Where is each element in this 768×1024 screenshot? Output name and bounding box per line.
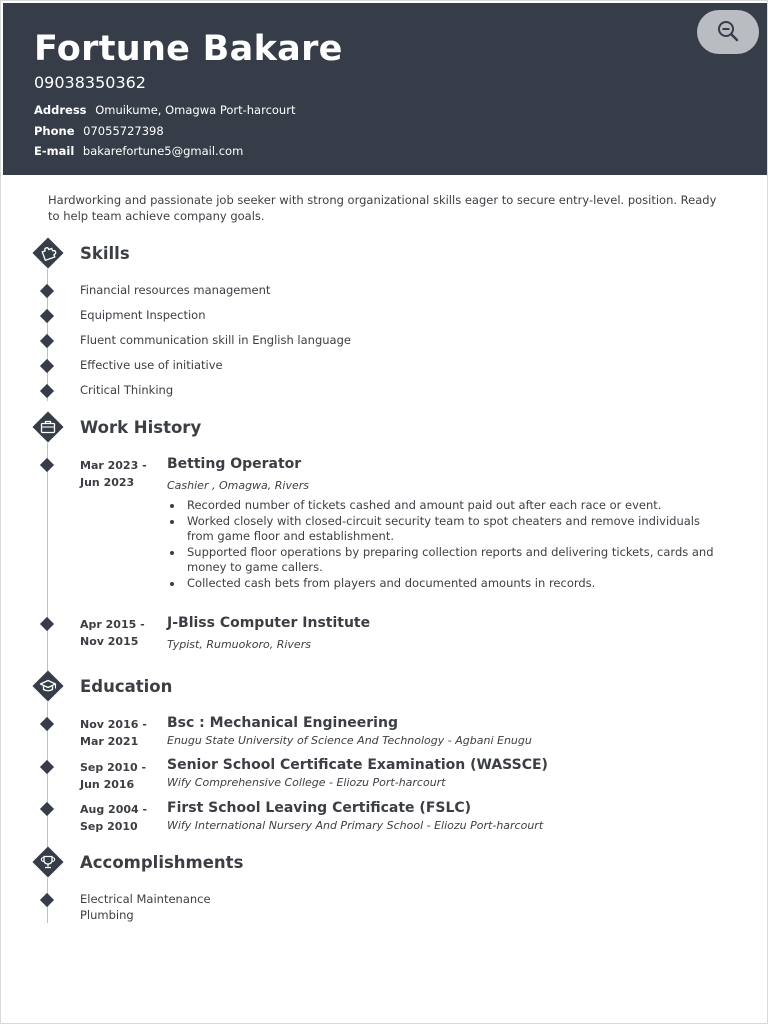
job-dates — [80, 617, 162, 650]
email-value: bakarefortune5@gmail.com — [82, 144, 244, 158]
education-dates — [80, 802, 162, 835]
job-date-start: Mar 2023 - — [80, 459, 147, 472]
skill-bullet — [40, 359, 54, 373]
resume-header — [3, 3, 767, 175]
education-date-start: Nov 2016 - — [80, 718, 147, 731]
education-date-end: Mar 2021 — [80, 734, 139, 748]
phone-row — [34, 124, 164, 138]
education-date-end: Sep 2010 — [80, 819, 138, 833]
header-phone: 09038350362 — [34, 73, 146, 92]
accomplishment-list — [80, 892, 211, 923]
job-date-end: Jun 2023 — [80, 475, 135, 489]
education-dates — [80, 760, 162, 793]
job-title: J-Bliss Computer Institute — [167, 615, 371, 631]
phone-value: 07055727398 — [83, 124, 164, 138]
education-dates — [80, 717, 162, 750]
job-duty: Supported floor operations by preparing collection reports and delivering tickets, cards and money to game callers. — [187, 545, 727, 576]
email-row — [34, 144, 243, 158]
education-bullet — [40, 760, 54, 774]
accomplishments-heading: Accomplishments — [80, 853, 244, 872]
phone-label: Phone — [34, 124, 75, 138]
skill-bullet — [40, 309, 54, 323]
work-history-heading: Work History — [80, 418, 202, 437]
education-title: First School Leaving Certificate (FSLC) — [167, 800, 472, 816]
job-duties-list — [187, 498, 727, 591]
skill-item: Equipment Inspection — [80, 308, 206, 322]
education-date-end: Jun 2016 — [80, 777, 135, 791]
job-subtitle: Cashier , Omagwa, Rivers — [167, 479, 310, 492]
job-bullet — [40, 617, 54, 631]
job-title: Betting Operator — [167, 456, 302, 472]
skill-bullet — [40, 334, 54, 348]
accomplishment-item: Plumbing — [80, 907, 134, 922]
address-label: Address — [34, 103, 87, 117]
skill-item: Effective use of initiative — [80, 358, 223, 372]
skill-bullet — [40, 384, 54, 398]
accomplishment-bullet — [40, 893, 54, 907]
job-duty: Recorded number of tickets cashed and amount paid out after each race or event. — [187, 498, 727, 514]
job-duty: Worked closely with closed-circuit security team to spot cheaters and remove individuals from game floor and establishment. — [187, 514, 727, 545]
job-subtitle: Typist, Rumuokoro, Rivers — [167, 638, 311, 651]
education-title: Bsc : Mechanical Engineering — [167, 715, 398, 731]
candidate-name: Fortune Bakare — [34, 29, 343, 69]
work-timeline-line — [47, 443, 48, 671]
zoom-out-icon — [714, 18, 742, 46]
puzzle-icon — [32, 237, 64, 269]
job-date-end: Nov 2015 — [80, 634, 139, 648]
education-bullet — [40, 717, 54, 731]
skill-item: Financial resources management — [80, 283, 271, 297]
education-title: Senior School Certificate Examination (WASSCE) — [167, 757, 548, 773]
skill-bullet — [40, 284, 54, 298]
professional-summary: Hardworking and passionate job seeker with strong organizational skills eager to secure entry-level. position. Ready to help team achieve company goals. — [48, 193, 717, 223]
graduation-cap-icon — [32, 670, 64, 702]
address-row — [34, 103, 295, 117]
briefcase-icon — [32, 411, 64, 443]
education-date-start: Sep 2010 - — [80, 761, 147, 774]
job-dates — [80, 458, 162, 491]
education-school: Wify International Nursery And Primary School - Eliozu Port-harcourt — [167, 819, 544, 832]
job-date-start: Apr 2015 - — [80, 618, 145, 631]
accomplishment-item: Electrical Maintenance — [80, 892, 211, 906]
job-duty: Collected cash bets from players and documented amounts in records. — [187, 576, 727, 592]
education-school: Wify Comprehensive College - Eliozu Port-harcourt — [167, 776, 446, 789]
trophy-icon — [32, 846, 64, 878]
zoom-out-button[interactable] — [697, 10, 759, 54]
job-bullet — [40, 458, 54, 472]
skill-item: Critical Thinking — [80, 383, 174, 397]
education-school: Enugu State University of Science And Technology - Agbani Enugu — [167, 734, 532, 747]
skills-heading: Skills — [80, 244, 130, 263]
email-label: E-mail — [34, 144, 75, 158]
education-heading: Education — [80, 677, 173, 696]
skill-item: Fluent communication skill in English language — [80, 333, 351, 347]
education-date-start: Aug 2004 - — [80, 803, 148, 816]
education-bullet — [40, 802, 54, 816]
address-value: Omuikume, Omagwa Port-harcourt — [95, 103, 296, 117]
